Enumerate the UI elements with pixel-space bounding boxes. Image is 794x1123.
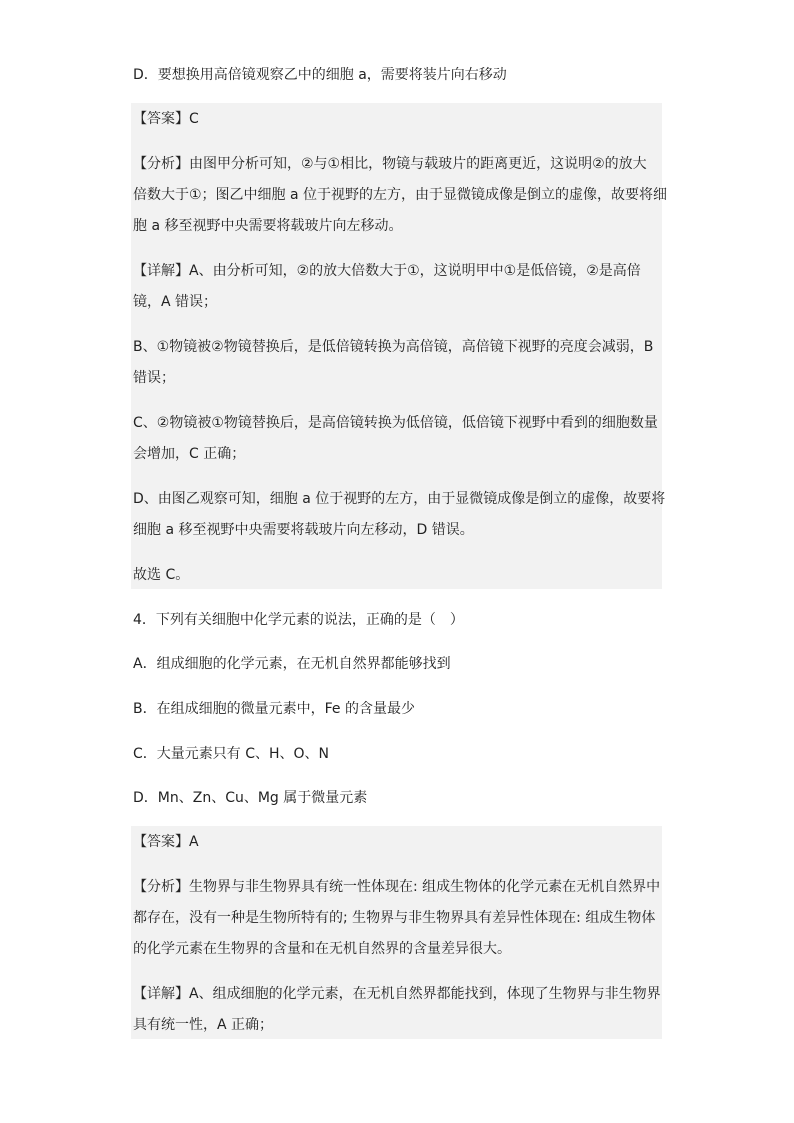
q3-analysis-line: 【分析】由图甲分析可知，②与①相比，物镜与载玻片的距离更近，这说明②的放大 <box>133 156 647 172</box>
q4-detail-line: 具有统一性，A 正确； <box>133 1017 274 1033</box>
q3-detail-line: 镜，A 错误； <box>133 294 218 310</box>
q3-analysis-line: 胞 a 移至视野中央需要将载玻片向左移动。 <box>133 218 403 234</box>
q4-analysis-line: 的化学元素在生物界的含量和在无机自然界的含量差异很大。 <box>133 941 511 957</box>
q4-analysis-line: 都存在，没有一种是生物所特有的; 生物界与非生物界具有差异性体现在: 组成生物体 <box>133 910 656 926</box>
answer-block-q4 <box>131 826 662 1039</box>
q3-analysis-line: 倍数大于①；图乙中细胞 a 位于视野的左方，由于显微镜成像是倒立的虚像，故要将细 <box>133 187 668 203</box>
q3-detail-line: 错误； <box>133 370 175 386</box>
q3-detail-line: C、②物镜被①物镜替换后，是高倍镜转换为低倍镜，低倍镜下视野中看到的细胞数量 <box>133 415 658 431</box>
q3-detail-line: 细胞 a 移至视野中央需要将载玻片向左移动，D 错误。 <box>133 522 474 538</box>
q3-answer: 【答案】C <box>133 111 199 127</box>
q3-detail-line: 会增加，C 正确； <box>133 446 246 462</box>
q4-option-c: C．大量元素只有 C、H、O、N <box>133 746 330 762</box>
q3-detail-line: D、由图乙观察可知，细胞 a 位于视野的左方，由于显微镜成像是倒立的虚像，故要将 <box>133 491 666 507</box>
q4-answer: 【答案】A <box>133 834 199 850</box>
q4-analysis-line: 【分析】生物界与非生物界具有统一性体现在: 组成生物体的化学元素在无机自然界中 <box>133 879 661 895</box>
q4-option-b: B．在组成细胞的微量元素中，Fe 的含量最少 <box>133 701 415 717</box>
q4-stem: 4．下列有关细胞中化学元素的说法，正确的是（ ） <box>133 612 464 628</box>
q3-detail-line: B、①物镜被②物镜替换后，是低倍镜转换为高倍镜，高倍镜下视野的亮度会减弱，B <box>133 339 654 355</box>
q4-option-d: D．Mn、Zn、Cu、Mg 属于微量元素 <box>133 790 368 806</box>
q3-choice: 故选 C。 <box>133 567 190 583</box>
q4-option-a: A．组成细胞的化学元素，在无机自然界都能够找到 <box>133 656 451 672</box>
q4-detail-line: 【详解】A、组成细胞的化学元素，在无机自然界都能找到，体现了生物界与非生物界 <box>133 986 661 1002</box>
q3-option-d: D．要想换用高倍镜观察乙中的细胞 a，需要将装片向右移动 <box>133 67 507 83</box>
q3-detail-line: 【详解】A、由分析可知，②的放大倍数大于①，这说明甲中①是低倍镜，②是高倍 <box>133 263 641 279</box>
